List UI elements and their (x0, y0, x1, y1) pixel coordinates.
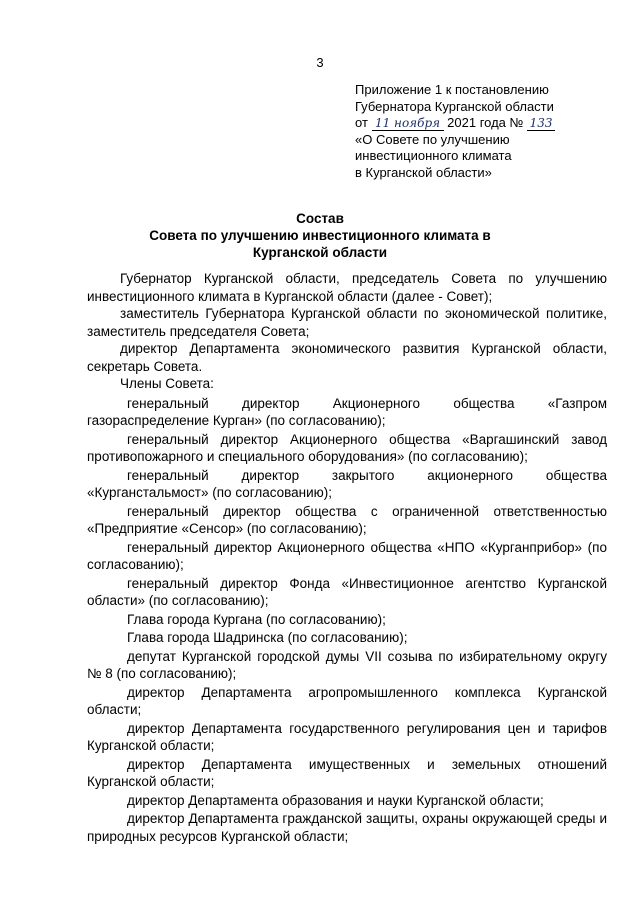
document-title: Состав (296, 211, 344, 226)
member-item: генеральный директор Фонда «Инвестиционное агентство Курганской области» (по согласованию); (87, 575, 607, 608)
member-item: депутат Курганской городской думы VII созыва по избирательному округу № 8 (по согласованию); (87, 648, 607, 681)
member-item: директор Департамента образования и науки Курганской области; (127, 792, 544, 808)
paragraph-deputy-chair: заместитель Губернатора Курганской области по экономической политике, заместитель председателя Совета; (87, 306, 607, 339)
appendix-line-4: «О Совете по улучшению (355, 131, 510, 147)
appendix-line-3 (355, 115, 625, 132)
member-item: Глава города Шадринска (по согласованию); (127, 630, 408, 645)
member-item: директор Департамента государственного регулирования цен и тарифов Курганской области; (87, 720, 607, 753)
appendix-line-1: Приложение 1 к постановлению (355, 82, 549, 97)
appendix-header (355, 82, 625, 181)
document-subtitle-line-1: Совета по улучшению инвестиционного климата в (149, 228, 491, 243)
document-subtitle-line-2: Курганской области (252, 245, 388, 260)
member-item: генеральный директор Акционерного общества «НПО «Курганприбор» (по согласованию); (87, 539, 607, 572)
member-item: Глава города Кургана (по согласованию); (127, 611, 386, 627)
member-item: генеральный директор Акционерного общества «Газпром газораспределение Курган» (по согласованию); (87, 395, 607, 428)
paragraph-secretary: директор Департамента экономического развития Курганской области, секретарь Совета. (87, 341, 607, 374)
appendix-line-2: Губернатора Курганской области (355, 98, 554, 114)
handwritten-number: 133 (527, 117, 555, 131)
member-item: генеральный директор закрытого акционерного общества «Курганстальмост» (по согласованию); (87, 467, 607, 500)
member-item: генеральный директор Акционерного общества «Варгашинский завод противопожарного и специального оборудования» (по согласованию); (87, 431, 607, 464)
handwritten-date: 11 ноября (372, 117, 444, 131)
page-number: 3 (316, 55, 324, 70)
paragraph-chair: Губернатор Курганской области, председатель Совета по улучшению инвестиционного климата в Курганской области (далее - Совет); (87, 271, 607, 304)
member-item: директор Департамента имущественных и земельных отношений Курганской области; (87, 756, 607, 789)
member-item: генеральный директор общества с ограниченной ответственностью «Предприятие «Сенсор» (по согласованию); (87, 503, 607, 536)
members-heading: Члены Совета: (120, 376, 214, 391)
appendix-date-prefix: от (355, 115, 368, 130)
member-item: директор Департамента агропромышленного комплекса Курганской области; (87, 684, 607, 717)
document-body (87, 270, 607, 845)
appendix-line-6: в Курганской области» (355, 164, 492, 180)
appendix-year-label: 2021 года № (447, 115, 524, 130)
member-item: директор Департамента гражданской защиты, охраны окружающей среды и природных ресурсов Курганской области; (87, 811, 607, 844)
appendix-line-5: инвестиционного климата (355, 148, 512, 163)
